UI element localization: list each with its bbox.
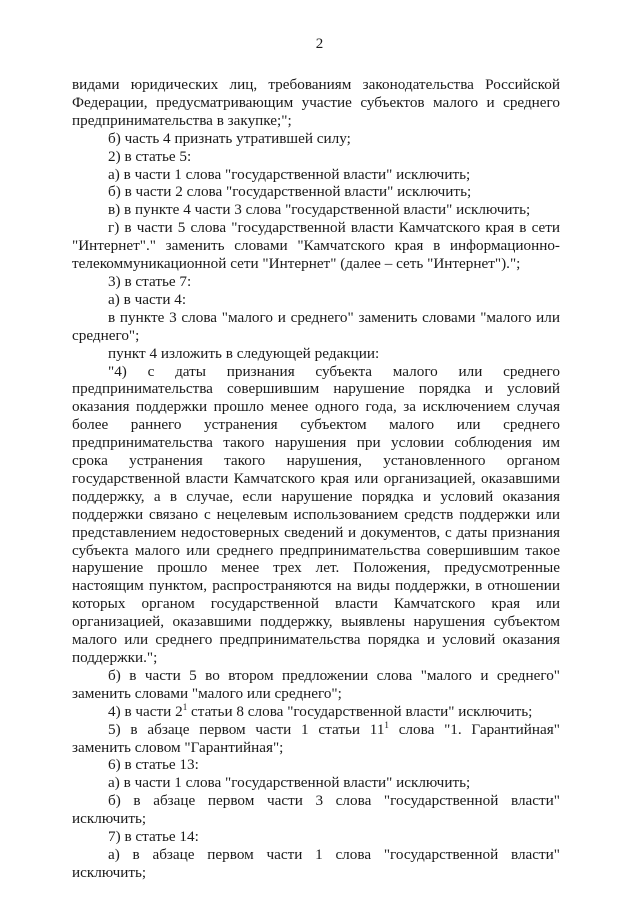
paragraph: 6) в статье 13: bbox=[108, 756, 199, 774]
paragraph: в) в пункте 4 части 3 слова "государственной власти" исключить; bbox=[108, 201, 531, 219]
paragraph: г) в части 5 слова "государственной власти Камчатского края в сети "Интернет"." заменить словами "Камчатского края в информационно-телекоммуникационной сети "Интернет" (далее – сеть "Интернет")."; bbox=[72, 219, 560, 273]
paragraph bbox=[72, 703, 560, 721]
paragraph: 7) в статье 14: bbox=[108, 828, 199, 846]
paragraph-text: слова "1. Гарантийная" заменить словом "Гарантийная"; bbox=[72, 720, 560, 756]
page-number: 2 bbox=[315, 36, 324, 52]
paragraph: в пункте 3 слова "малого и среднего" заменить словами "малого или среднего"; bbox=[72, 308, 560, 344]
paragraph: пункт 4 изложить в следующей редакции: bbox=[108, 344, 380, 362]
paragraph bbox=[72, 721, 560, 757]
superscript: 1 bbox=[182, 701, 188, 712]
paragraph: 2) в статье 5: bbox=[108, 147, 192, 165]
paragraph: а) в части 1 слова "государственной власти" исключить; bbox=[108, 165, 471, 183]
superscript: 1 bbox=[384, 719, 389, 730]
paragraph: а) в абзаце первом части 1 слова "государственной власти" исключить; bbox=[72, 845, 560, 881]
paragraph-text: 4) в части 2 bbox=[108, 702, 183, 720]
document-body bbox=[72, 76, 560, 882]
paragraph: а) в части 4: bbox=[108, 290, 187, 308]
paragraph-text: статьи 8 слова "государственной власти" исключить; bbox=[187, 702, 533, 720]
paragraph: б) в части 2 слова "государственной власти" исключить; bbox=[108, 183, 472, 201]
paragraph: б) в абзаце первом части 3 слова "государственной власти" исключить; bbox=[72, 792, 560, 828]
paragraph: б) в части 5 во втором предложении слова "малого и среднего" заменить словами "малого или среднего"; bbox=[72, 666, 560, 702]
paragraph: б) часть 4 признать утратившей силу; bbox=[108, 129, 351, 147]
paragraph-text: 5) в абзаце первом части 1 статьи 11 bbox=[108, 720, 385, 738]
paragraph: 3) в статье 7: bbox=[108, 272, 192, 290]
paragraph: "4) с даты признания субъекта малого или среднего предпринимательства совершившим нарушение порядка и условий оказания поддержки прошло менее одного года, за исключением случая более раннего устранения субъектом малого или среднего предпринимательства такого нарушения при условии соблюдения им срока устранения такого нарушения, установленного органом государственной власти Камчатского края или организацией, оказавшими поддержку, а в случае, если нарушение порядка и условий оказания поддержки связано с нецелевым использованием средств поддержки или представлением недостоверных сведений и документов, с даты признания субъекта малого или среднего предпринимательства совершившим такое нарушение прошло менее трех лет. Положения, предусмотренные настоящим пунктом, распространяются на виды поддержки, в отношении которых органом государственной власти Камчатского края или организацией, оказавшими поддержку, выявлены нарушения субъектом малого или среднего предпринимательства порядка и условий оказания поддержки."; bbox=[72, 362, 560, 666]
paragraph: а) в части 1 слова "государственной власти" исключить; bbox=[108, 774, 471, 792]
paragraph: видами юридических лиц, требованиям законодательства Российской Федерации, предусматривающим участие субъектов малого и среднего предпринимательства в закупке;"; bbox=[72, 76, 560, 129]
